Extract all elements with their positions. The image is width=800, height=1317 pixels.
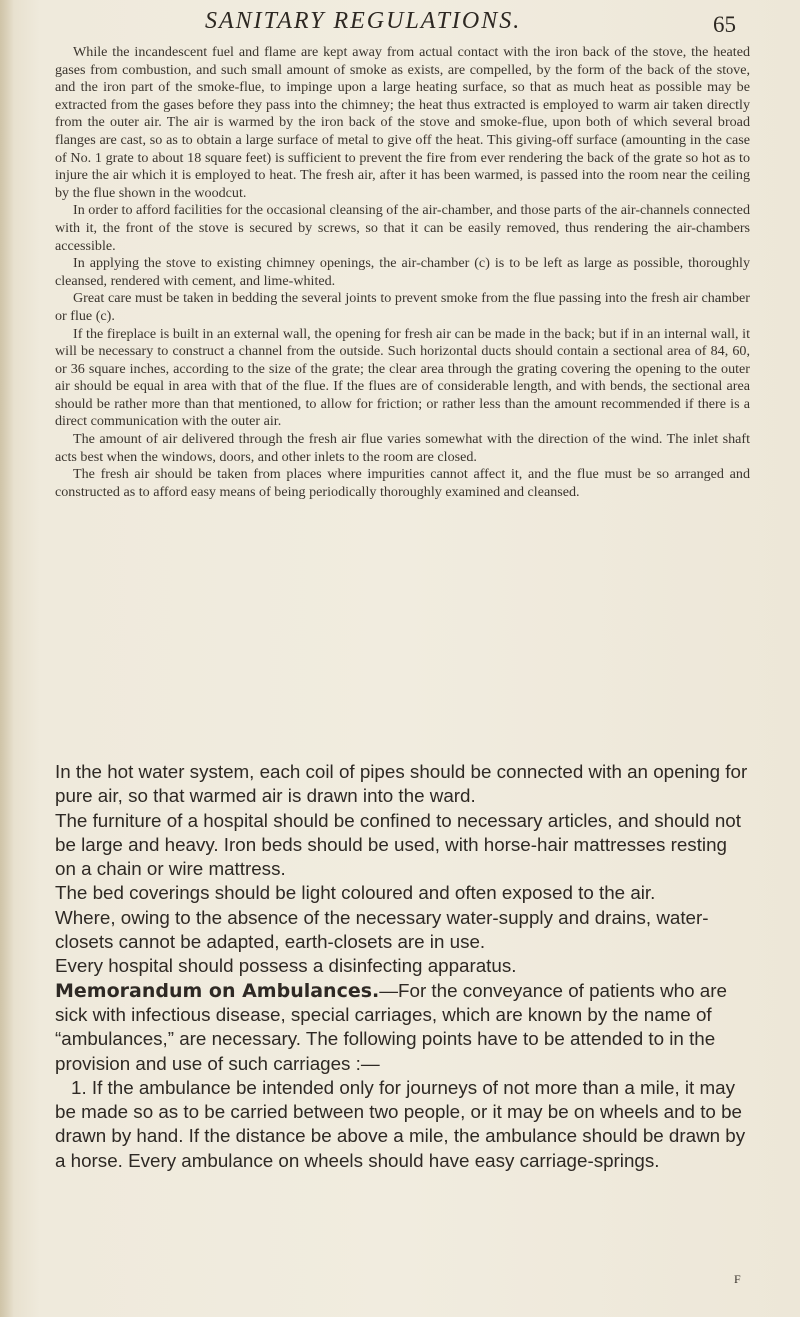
page-header: [0, 8, 800, 48]
paragraph: Where, owing to the absence of the necessary water-supply and drains, water-closets cannot be adapted, earth-closets are in use.: [55, 906, 709, 953]
large-print-section: [55, 760, 750, 1173]
paragraph: While the incandescent fuel and flame are kept away from actual contact with the iron back of the stove, the heated gases from combustion, and such small amount of smoke as exists, are compelled, by the form of the back of the stove, and the iron part of the smoke-flue, to impinge upon a large heating surface, so that as much heat as possible may be extracted from the gases before they pass into the chimney; the heat thus extracted is employed to warm air taken directly from the outer air. The air is warmed by the iron back of the stove and smoke-flue, upon both of which several broad flanges are cast, so as to obtain a large surface of metal to give off the heat. This giving-off surface (amounting in the case of No. 1 grate to about 18 square feet) is sufficient to prevent the fire from ever rendering the back of the grate so hot as to injure the air which it is employed to heat. The fresh air, after it has been warmed, is passed into the room near the ceiling by the flue shown in the woodcut.: [55, 44, 750, 201]
paragraph: In the hot water system, each coil of pipes should be connected with an opening for pure air, so that warmed air is drawn into the ward.: [55, 761, 748, 807]
paragraph: Great care must be taken in bedding the several joints to prevent smoke from the flue passing into the fresh air chamber or flue (c).: [55, 290, 750, 324]
paragraph: The amount of air delivered through the fresh air flue varies somewhat with the direction of the wind. The inlet shaft acts best when the windows, doors, and other inlets to the room are closed.: [55, 431, 750, 465]
page-edge-shadow: [0, 0, 14, 1317]
memorandum-paragraph: [55, 979, 750, 1076]
paragraph: The bed coverings should be light coloured and often exposed to the air.: [55, 882, 656, 904]
paragraph: Every hospital should possess a disinfecting apparatus.: [55, 955, 517, 977]
memorandum-point: 1. If the ambulance be intended only for journeys of not more than a mile, it may be made so as to be carried between two people, or it may be on wheels and to be drawn by hand. If the distance be above a mile, the ambulance should be drawn by a horse. Every ambulance on wheels should have easy carriage-springs.: [55, 1076, 746, 1171]
paragraph: If the fireplace is built in an external wall, the opening for fresh air can be made in the back; but if in an internal wall, it will be necessary to construct a channel from the outside. Such horizontal ducts should contain a sectional area of 84, 60, or 36 square inches, according to the size of the grate; the clear area through the grating covering the opening to the outer air should be equal in area with that of the flue. If the flues are of considerable length, and with bends, the sectional area should be rather more than that mentioned, to allow for friction; or rather less than the amount recommended if there is a direct communication with the outer air.: [55, 325, 750, 430]
paragraph: The furniture of a hospital should be confined to necessary articles, and should not be large and heavy. Iron beds should be used, with horse-hair mattresses resting on a chain or wire mattress.: [55, 809, 741, 880]
memorandum-heading: Memorandum on Ambulances.: [55, 979, 380, 1002]
signature-mark: F: [734, 1272, 741, 1286]
paragraph: In order to afford facilities for the occasional cleansing of the air-chamber, and those parts of the air-channels connected with it, the front of the stove is secured by screws, so that it can be easily removed, thus rendering the air-chambers accessible.: [55, 202, 750, 254]
paragraph: In applying the stove to existing chimney openings, the air-chamber (c) is to be left as large as possible, thoroughly cleansed, rendered with cement, and lime-whited.: [55, 255, 750, 289]
page-number: 65: [713, 12, 736, 37]
memorandum-text: —For the conveyance of patients who are sick with infectious disease, special carriages, which are known by the name of “ambulances,” are necessary. The following points have to be attended to in the provision and use of such carriages :—: [55, 979, 727, 1074]
small-print-section: [55, 44, 750, 501]
running-title: SANITARY REGULATIONS.: [205, 8, 522, 34]
paragraph: The fresh air should be taken from places where impurities cannot affect it, and the flue must be so arranged and constructed as to afford easy means of being periodically thoroughly examined and cleansed.: [55, 466, 750, 500]
